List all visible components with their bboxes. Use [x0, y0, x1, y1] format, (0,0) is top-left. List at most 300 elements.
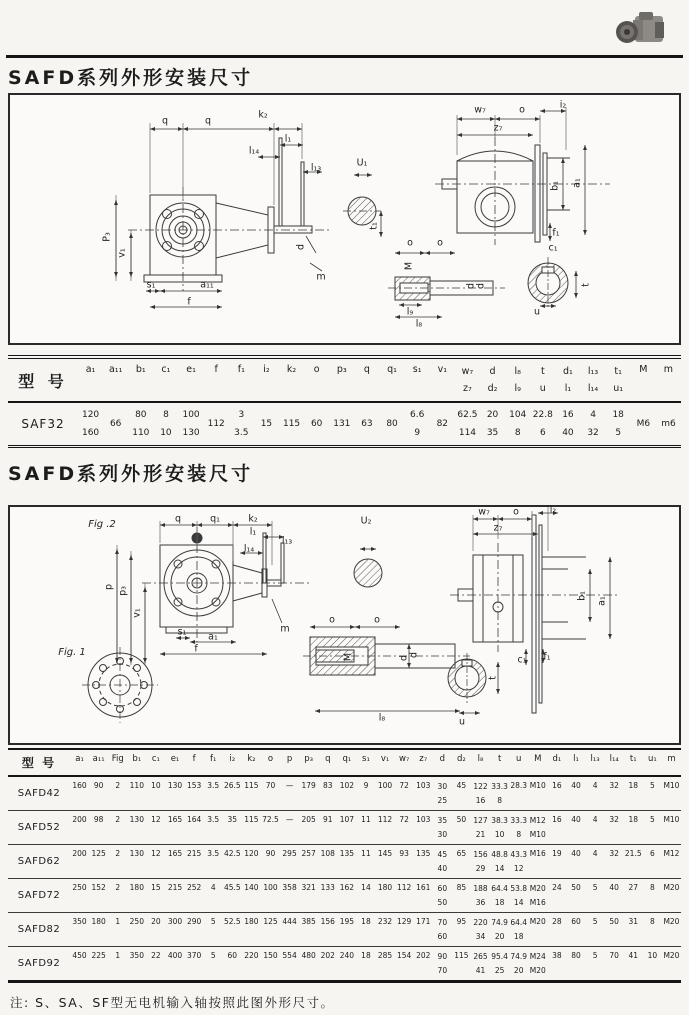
- column-header: [606, 359, 631, 401]
- table-cell: [356, 879, 375, 912]
- dim-label: P₃: [101, 232, 113, 242]
- table-cell-value: 8: [649, 917, 655, 926]
- table-cell-value: 25: [494, 966, 505, 975]
- model-name: SAFD62: [17, 856, 61, 867]
- table-cell-value: 40: [571, 815, 581, 824]
- table-cell: [605, 913, 624, 946]
- dim-label: l₁₄: [248, 145, 260, 157]
- table-cell: [337, 947, 356, 980]
- table-cell: [254, 403, 279, 445]
- table-cell-value: M10: [529, 830, 546, 839]
- dim-label: a₁: [571, 178, 583, 188]
- table-cell-value: 14: [494, 864, 505, 873]
- table-cell-value: 265: [473, 952, 488, 961]
- table-cell: [165, 913, 184, 946]
- column-header: [223, 750, 242, 775]
- table-cell-value: 18: [361, 917, 371, 926]
- table-cell: [280, 947, 299, 980]
- table-cell-value: 350: [72, 917, 87, 926]
- column-header: [127, 750, 146, 775]
- dim-label: l₁₃: [310, 162, 322, 174]
- table-cell-value: 130: [182, 427, 200, 438]
- table-cell-value: 130: [167, 781, 183, 790]
- table-cell: [566, 811, 585, 844]
- table-cell: [555, 403, 580, 445]
- column-header-value: z₇: [463, 383, 472, 395]
- table-cell-value: 16: [562, 410, 574, 421]
- table-cell: [395, 913, 414, 946]
- dim-label: l₈: [378, 712, 386, 724]
- column-header-value: q: [363, 364, 370, 375]
- table-cell-value: 400: [167, 951, 183, 960]
- table-cell-value: 165: [167, 815, 183, 824]
- table-cell: [547, 947, 566, 980]
- table-cell-value: 98: [93, 815, 104, 824]
- table-cell-value: 15: [151, 883, 161, 892]
- column-header-value: a₁: [85, 364, 96, 375]
- table-cell: [490, 947, 509, 980]
- column-header-value: t₁: [629, 754, 637, 764]
- table-cell: [204, 845, 223, 878]
- table-cell: [395, 845, 414, 878]
- table-cell: [662, 947, 681, 980]
- dim-label: q: [161, 115, 169, 127]
- column-header: [631, 359, 656, 401]
- dim-label: b₁: [549, 181, 561, 191]
- column-header: [329, 359, 354, 401]
- table-cell-value: 350: [129, 951, 144, 960]
- dim-label: l₈: [415, 318, 423, 330]
- table-cell-value: 257: [301, 849, 316, 858]
- table-cell: [304, 403, 329, 445]
- column-header: [89, 750, 108, 775]
- table-cell-value: 21.5: [624, 849, 642, 858]
- column-header-value: p₃: [336, 364, 347, 375]
- column-header-value: i₂: [263, 364, 270, 375]
- model-name: SAFD42: [17, 788, 61, 799]
- table-cell-value: 122: [473, 782, 488, 791]
- table-cell: [108, 811, 127, 844]
- dim-label: d: [408, 651, 420, 659]
- column-header: [254, 359, 279, 401]
- column-header: [78, 359, 103, 401]
- table-cell-value: 15: [260, 419, 273, 429]
- dim-label: d: [465, 282, 477, 290]
- table-row: [8, 403, 681, 445]
- column-header: [430, 359, 455, 401]
- table-cell-value: 290: [186, 917, 202, 926]
- dim-label: f: [194, 643, 198, 655]
- table-cell-value: 127: [473, 816, 488, 825]
- table-cell-value: 41: [628, 951, 639, 960]
- column-header: [405, 359, 430, 401]
- table-cell: [414, 947, 433, 980]
- table-cell-value: 40: [437, 864, 448, 873]
- table-cell: [566, 777, 585, 810]
- table-cell: [280, 913, 299, 946]
- table-cell: [376, 947, 395, 980]
- table-cell: [605, 947, 624, 980]
- table-cell: [70, 845, 89, 878]
- table-cell-value: M24: [529, 952, 546, 961]
- table-cell-value: 160: [81, 427, 100, 438]
- table-cell: [280, 879, 299, 912]
- column-header-value: l₁: [573, 754, 579, 764]
- dim-label: w₇: [474, 104, 486, 116]
- table-cell: [528, 913, 547, 946]
- table-cell: [356, 845, 375, 878]
- table-cell-value: 164: [186, 815, 202, 824]
- table-cell-value: 45: [437, 850, 448, 859]
- table-cell-value: 60: [571, 917, 581, 926]
- table-cell-value: 2: [115, 849, 121, 858]
- table-cell: [662, 879, 681, 912]
- table-cell: [299, 913, 318, 946]
- table-cell-value: 30: [437, 782, 448, 791]
- column-header: [471, 750, 490, 775]
- table-cell-value: 45.5: [223, 883, 241, 892]
- table-cell: [528, 947, 547, 980]
- dim-label: o: [437, 237, 443, 249]
- table-cell-value: 115: [244, 815, 259, 824]
- column-header-value: m: [663, 364, 674, 375]
- table-cell: [547, 777, 566, 810]
- model-name: SAFD92: [17, 958, 61, 969]
- table-cell: [299, 777, 318, 810]
- table-cell: [643, 777, 662, 810]
- table-cell-value: 43.3: [510, 850, 528, 859]
- table-cell-value: 8: [497, 796, 502, 805]
- table-cell: [299, 947, 318, 980]
- column-header-value: l₁₃: [587, 365, 599, 377]
- table-cell-value: 135: [416, 849, 431, 858]
- table-cell-value: 74.9: [510, 952, 528, 961]
- table-cell-value: 93: [399, 849, 409, 858]
- table-cell: [566, 845, 585, 878]
- table-cell: [89, 811, 108, 844]
- table-cell-value: —: [285, 815, 294, 824]
- dim-label: a₁₁: [200, 279, 214, 291]
- table-cell-value: 162: [339, 883, 355, 892]
- column-header-value: w₇: [398, 754, 410, 764]
- dim-label: t: [580, 283, 592, 287]
- table-cell: [433, 913, 452, 946]
- table-cell: [146, 811, 165, 844]
- table-cell-value: 32: [609, 849, 619, 858]
- table-cell-value: 28.3: [510, 781, 528, 790]
- table-cell-value: 130: [129, 815, 144, 824]
- table-cell-value: 22.8: [532, 410, 553, 421]
- table-cell-value: 150: [263, 951, 278, 960]
- dim-label: f₁: [543, 651, 551, 663]
- column-header-value: t: [540, 365, 545, 377]
- table-cell-value: 66: [109, 419, 122, 429]
- column-header: [414, 750, 433, 775]
- table-cell-value: 250: [129, 917, 144, 926]
- table-cell: [414, 777, 433, 810]
- model-name: SAFD82: [17, 924, 61, 935]
- table-cell-value: 41: [475, 966, 486, 975]
- table-cell-value: 85: [456, 883, 467, 892]
- column-header-value: c₁: [161, 364, 171, 375]
- table-cell: [505, 403, 530, 445]
- table-cell: [643, 879, 662, 912]
- table-cell-value: 64.4: [491, 884, 508, 893]
- table-cell: [356, 913, 375, 946]
- table-cell-value: 16: [552, 781, 562, 790]
- column-header: [380, 359, 405, 401]
- table-cell-value: 12: [151, 849, 161, 858]
- column-header-value: a₁: [75, 754, 84, 764]
- table-cell-value: 14: [361, 883, 371, 892]
- column-header-value: u₁: [613, 383, 624, 395]
- table-cell-value: 80: [386, 419, 398, 429]
- table-cell-value: 112: [377, 815, 393, 824]
- table-cell-value: 82: [436, 419, 449, 429]
- table-cell: [204, 947, 223, 980]
- table-cell-value: 70: [265, 781, 276, 790]
- table-cell-value: 110: [132, 427, 150, 438]
- table-cell-value: 38: [552, 951, 562, 960]
- column-header-value: M: [639, 364, 648, 375]
- table-cell: [146, 879, 165, 912]
- column-header: [356, 750, 375, 775]
- table-cell-value: 72.5: [262, 815, 279, 824]
- table-cell-value: 165: [167, 849, 183, 858]
- dim-label: z₇: [493, 122, 503, 134]
- table-cell-value: 156: [473, 850, 488, 859]
- table-cell: [605, 777, 624, 810]
- top-rule: [6, 55, 683, 58]
- column-header-value: t: [497, 754, 502, 764]
- table-cell-value: 25: [437, 796, 448, 805]
- table-cell-value: 153: [186, 781, 202, 790]
- table-cell: [103, 403, 128, 445]
- column-header-value: l₈: [477, 754, 484, 764]
- column-header: [605, 750, 624, 775]
- column-header-value: d₂: [487, 383, 498, 395]
- table-cell: [414, 845, 433, 878]
- table-cell: [566, 913, 585, 946]
- column-header-value: z₇: [419, 754, 428, 764]
- column-header-value: p: [286, 754, 293, 764]
- table-cell-value: 16: [552, 815, 562, 824]
- column-header: [528, 750, 547, 775]
- column-header: [204, 750, 223, 775]
- table-cell: [395, 811, 414, 844]
- table-cell: [433, 947, 452, 980]
- table-cell: [108, 777, 127, 810]
- table-cell-value: 34: [475, 932, 486, 941]
- column-header: [455, 359, 480, 401]
- table-cell: [242, 879, 261, 912]
- table-cell: [185, 845, 204, 878]
- table-cell: [242, 811, 261, 844]
- table-cell-value: 240: [339, 951, 355, 960]
- table-cell-value: 70: [609, 951, 619, 960]
- dim-label: k₂: [248, 513, 258, 525]
- table-cell: [127, 777, 146, 810]
- table-cell-value: 3.5: [207, 849, 220, 858]
- column-header: [376, 750, 395, 775]
- table-cell-value: 152: [91, 883, 106, 892]
- table-cell-value: 5: [592, 917, 598, 926]
- table-cell-value: 5: [649, 781, 655, 790]
- table-cell-value: 40: [562, 427, 574, 438]
- table-cell: [204, 777, 223, 810]
- table-cell: [547, 845, 566, 878]
- column-header: [452, 750, 471, 775]
- column-header-value: l₁: [564, 383, 572, 395]
- table-cell-value: 125: [263, 917, 278, 926]
- dim-label: o: [374, 614, 380, 626]
- column-header: [662, 750, 681, 775]
- drawing-panel-2: [8, 505, 681, 745]
- table-cell-value: 4: [590, 410, 596, 421]
- table-cell: [70, 913, 89, 946]
- table-cell-value: 130: [129, 849, 144, 858]
- column-header-value: Fig: [111, 754, 124, 764]
- column-header-value: f: [214, 364, 218, 375]
- table-cell: [433, 879, 452, 912]
- table-cell-value: 8: [649, 883, 655, 892]
- dim-label: c₁: [548, 242, 558, 254]
- column-header-value: k₂: [286, 364, 297, 375]
- column-header-value: b₁: [132, 754, 142, 764]
- table-cell: [490, 811, 509, 844]
- section2-title: SAFD系列外形安装尺寸: [8, 463, 254, 485]
- section1-title: SAFD系列外形安装尺寸: [8, 67, 254, 89]
- table-cell: [299, 845, 318, 878]
- column-header-value: d₂: [457, 754, 466, 764]
- table-cell-value: 114: [458, 427, 477, 438]
- column-header: [505, 359, 530, 401]
- table-cell-value: 3.5: [207, 781, 220, 790]
- column-header-value: M: [534, 754, 542, 764]
- table-cell: [528, 811, 547, 844]
- table-row: [8, 811, 681, 845]
- table-cell-value: 10: [494, 830, 505, 839]
- table-cell-value: 215: [167, 883, 183, 892]
- dim-label: p: [103, 583, 115, 591]
- table-cell: [376, 913, 395, 946]
- table-cell-value: 32: [609, 815, 619, 824]
- table-cell-value: 112: [207, 419, 225, 429]
- table-cell: [624, 913, 643, 946]
- table-cell: [242, 913, 261, 946]
- table-row: [8, 845, 681, 879]
- column-header: [354, 359, 379, 401]
- table-cell-value: 3.5: [234, 427, 249, 438]
- column-header-value: q₁: [342, 754, 352, 764]
- table-cell: [165, 777, 184, 810]
- table-cell: [528, 845, 547, 878]
- table-cell: [127, 879, 146, 912]
- column-header: [70, 750, 89, 775]
- table-cell-value: 60: [310, 419, 323, 429]
- table-cell-value: 115: [282, 419, 301, 429]
- column-header-value: k₂: [247, 754, 256, 764]
- table-cell: [414, 913, 433, 946]
- table-cell-value: 91: [322, 815, 333, 824]
- table-cell: [624, 879, 643, 912]
- table-cell-value: 8: [163, 410, 169, 421]
- table-cell-value: 215: [186, 849, 202, 858]
- dim-label: o: [519, 104, 525, 116]
- table-cell: [89, 947, 108, 980]
- column-header: [530, 359, 555, 401]
- column-header-value: f: [192, 754, 196, 764]
- table-row: [8, 777, 681, 811]
- table-cell-value: 100: [263, 883, 278, 892]
- column-header-value: w₇: [461, 365, 474, 377]
- table-cell: [223, 913, 242, 946]
- table-cell-value: 205: [301, 815, 316, 824]
- column-header-value: l₁₄: [587, 383, 599, 395]
- table-cell-value: 145: [377, 849, 393, 858]
- table-cell-value: 90: [437, 952, 448, 961]
- table-cell: [452, 811, 471, 844]
- table-cell: [223, 879, 242, 912]
- dim-label: d: [475, 282, 487, 290]
- header-row: [8, 750, 681, 777]
- table-cell: [223, 811, 242, 844]
- table-cell: [606, 403, 631, 445]
- table-cell-value: 1: [115, 951, 121, 960]
- table-cell: [376, 879, 395, 912]
- column-header: [490, 750, 509, 775]
- dim-label: Fig. 1: [58, 647, 86, 658]
- table-cell: [261, 879, 280, 912]
- column-header: [179, 359, 204, 401]
- table-cell: [185, 913, 204, 946]
- table-cell: [127, 845, 146, 878]
- table-cell-value: 40: [571, 849, 581, 858]
- table-cell: [414, 811, 433, 844]
- table-cell: [280, 811, 299, 844]
- column-header-value: l₈: [514, 365, 521, 377]
- table-cell-value: 20: [494, 932, 505, 941]
- table-cell: [376, 777, 395, 810]
- table-cell: [165, 845, 184, 878]
- dim-label: d: [398, 654, 410, 662]
- table-cell-value: 33.3: [510, 816, 528, 825]
- table-cell: [185, 811, 204, 844]
- gearmotor-photo: [615, 10, 667, 50]
- dim-label: l₁: [249, 526, 257, 538]
- table-cell-value: 2: [115, 781, 121, 790]
- table-cell-value: 285: [377, 951, 393, 960]
- table-cell: [280, 777, 299, 810]
- table-cell: [433, 811, 452, 844]
- table-cell-value: 11: [361, 815, 371, 824]
- table-cell: [656, 403, 681, 445]
- table-cell: [89, 845, 108, 878]
- table-cell: [70, 947, 89, 980]
- table-cell: [586, 879, 605, 912]
- dim-label: m: [316, 271, 326, 283]
- table-cell: [509, 879, 528, 912]
- column-header: [433, 750, 452, 775]
- column-header-value: s₁: [412, 364, 422, 375]
- table-cell-value: 100: [182, 410, 200, 421]
- table-row: [8, 879, 681, 913]
- column-header: [153, 359, 178, 401]
- table-cell: [662, 845, 681, 878]
- column-header-value: t₁: [614, 365, 622, 377]
- table-cell-value: 95: [456, 917, 467, 926]
- table-cell: [509, 845, 528, 878]
